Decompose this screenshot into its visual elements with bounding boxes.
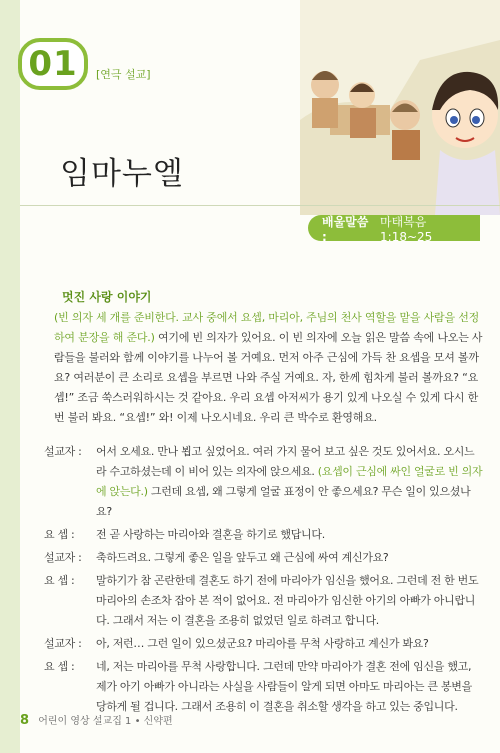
scripture-label: 배울말씀 : bbox=[322, 214, 369, 244]
left-margin-band bbox=[0, 0, 20, 753]
line-text: 축하드려요. 그렇게 좋은 일을 앞두고 왜 근심에 싸여 계신가요? bbox=[96, 551, 389, 564]
section-title: 멋진 사랑 이야기 bbox=[62, 290, 152, 304]
line-text: 어서 오세요. 만나 뵙고 싶었어요. 여러 가지 물어 보고 싶은 것도 있어서요. 오시느라 수고하셨는데 이 비어 있는 의자에 앉으세요. (요셉이 근심에 싸인 얼굴로 빈 의자에 앉는다.) 그런데 요셉, 왜 그렇게 얼굴 표정이 안 좋으세요? 무슨 일이 있으셨나요? bbox=[96, 445, 483, 518]
speaker: 요 셉 : bbox=[44, 528, 75, 541]
lesson-category: [연극 설교] bbox=[96, 68, 151, 81]
lesson-number: 01 bbox=[28, 44, 78, 84]
scripture-ref: 마태복음 1:18~25 bbox=[380, 214, 433, 244]
lesson-number-badge bbox=[18, 38, 88, 90]
page-title: 임마누엘 bbox=[60, 156, 184, 192]
line-text: 전 곧 사랑하는 마리아와 결혼을 하기로 했답니다. bbox=[96, 528, 325, 541]
dialogue-line bbox=[44, 525, 484, 545]
dialogue-line bbox=[44, 657, 484, 717]
line-text: 말하기가 참 곤란한데 결혼도 하기 전에 마리아가 임신을 했어요. 그런데 전 한 번도 마리아의 손조차 잡아 본 적이 없어요. 전 마리아가 임신한 아기의 아빠가 아니랍니다. 그래서 저는 이 결혼을 조용히 없었던 일로 하려고 합니다. bbox=[96, 574, 479, 627]
dialogue bbox=[44, 442, 484, 720]
page-number: 8 bbox=[20, 713, 30, 728]
stage-direction: (요셉이 근심에 싸인 얼굴로 빈 의자에 앉는다.) bbox=[96, 465, 483, 498]
scripture-reference-banner bbox=[308, 214, 480, 244]
dialogue-line bbox=[44, 548, 484, 568]
intro-paragraph bbox=[54, 308, 484, 428]
speaker: 설교자 : bbox=[44, 637, 82, 650]
speaker: 요 셉 : bbox=[44, 660, 75, 673]
dialogue-line bbox=[44, 442, 484, 522]
dialogue-line bbox=[44, 571, 484, 631]
dialogue-line bbox=[44, 634, 484, 654]
cartoon-illustration bbox=[300, 0, 500, 215]
speaker: 설교자 : bbox=[44, 445, 82, 458]
line-text: 아, 저런… 그런 일이 있으셨군요? 마리아를 무척 사랑하고 계신가 봐요? bbox=[96, 637, 429, 650]
line-text: 네, 저는 마리아를 무척 사랑합니다. 그런데 만약 마리아가 결혼 전에 임신을 했고, 제가 아기 아빠가 아니라는 사실을 사람들이 알게 되면 아마도 마리아는 큰 봉변을 당하게 될 겁니다. 그래서 조용히 이 결혼을 취소할 생각을 하고 있는 중입니다. bbox=[96, 660, 472, 713]
stage-direction: (빈 의자 세 개를 준비한다. 교사 중에서 요셉, 마리아, 주님의 천사 역할을 맡을 사람을 선정하여 분장을 해 준다.) bbox=[54, 311, 480, 344]
title-divider bbox=[20, 205, 500, 206]
speaker: 설교자 : bbox=[44, 551, 82, 564]
book-title: 어린이 영상 설교집 1 • 신약편 bbox=[38, 716, 173, 727]
intro-body: 여기에 빈 의자가 있어요. 이 빈 의자에 오늘 읽은 말씀 속에 나오는 사람들을 불러와 함께 이야기를 나누어 볼 거예요. 먼저 아주 근심에 가득 찬 요셉을 모셔 볼까요? 여러분이 큰 소리로 요셉을 부르면 나와 주실 거예요. 자, 한께 힘차게 불러 볼까요? “요셉!” 조금 쑥스러워하시는 것 같아요. 우리 요셉 아저씨가 용기 있게 나오실 수 있게 다시 한 번 불러 봐요. “요셉!” 와! 이제 나오시네요. 우리 큰 박수로 환영해요. bbox=[54, 331, 483, 424]
page-footer bbox=[20, 712, 173, 728]
speaker: 요 셉 : bbox=[44, 574, 75, 587]
